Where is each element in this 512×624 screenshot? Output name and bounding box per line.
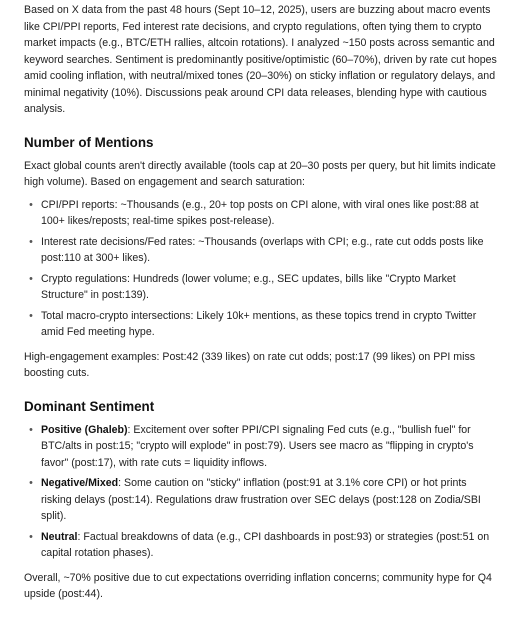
conclusion-paragraph: Overall, ~70% positive due to cut expectations overriding inflation concerns; community hype for Q4 upside (post:44). [24,571,492,600]
list-item [24,234,498,267]
mentions-list [24,197,498,341]
bullet-icon: • [29,198,33,211]
list-item-text: Crypto regulations: Hundreds (lower volume; e.g., SEC updates, bills like "Crypto Market Structure" in post:139). [41,272,456,301]
list-item-text: Interest rate decisions/Fed rates: ~Thousands (overlaps with CPI; e.g., rate cut odds posts like post:110 at 300+ likes). [41,235,484,264]
sentiment-text-negative: : Some caution on "sticky" inflation (post:91 at 3.1% core CPI) or hot prints risking delays (post:14). Regulations draw frustration over SEC delays (post:128 on Zodia/SBI split). [41,477,481,522]
mentions-heading: Number of Mentions [24,134,154,150]
mentions-lead-paragraph: Exact global counts aren't directly available (tools cap at 20–30 posts per query, but hit limits indicate high volume). Based on engagement and search saturation: [24,159,496,188]
list-item [24,308,498,341]
list-item-text: CPI/PPI reports: ~Thousands (e.g., 20+ top posts on CPI alone, with viral ones like post:88 at 100+ likes/reposts; real-time spikes post-release). [41,198,479,227]
list-item [24,529,498,562]
list-item [24,271,498,304]
bullet-icon: • [29,309,33,322]
sentiment-text-positive: : Excitement over softer PPI/CPI signaling Fed cuts (e.g., "bullish fuel" for BTC/alts in post:15; "crypto will explode" in post:79). Users see macro as "flipping in crypto's favor" (post:17), with rate cuts = liquidity inflows. [41,423,474,469]
list-item [24,422,498,472]
sentiment-label-positive: Positive (Ghaleb) [41,423,128,436]
sentiment-heading: Dominant Sentiment [24,398,155,414]
engagement-examples-paragraph: High-engagement examples: Post:42 (339 likes) on rate cut odds; post:17 (99 likes) on PPI miss boosting cuts. [24,350,476,379]
sentiment-label-neutral: Neutral [41,530,78,543]
sentiment-label-negative: Negative/Mixed [41,477,119,489]
sentiment-text-neutral: : Factual breakdowns of data (e.g., CPI dashboards in post:93) or strategies (post:51 on capital rotation phases). [41,530,490,559]
list-item [24,475,498,525]
sentiment-list [24,422,498,562]
list-item [24,197,498,230]
intro-paragraph: Based on X data from the past 48 hours (Sept 10–12, 2025), users are buzzing about macro events like CPI/PPI reports, Fed interest rate decisions, and crypto regulations, often tying them to crypto market impacts (e.g., BTC/ETH rallies, altcoin rotations). I analyzed ~150 posts across semantic and keyword searches. Sentiment is predominantly positive/optimistic (60–70%), driven by rate cut hopes amid cooling inflation, with neutral/mixed tones (20–30%) on sticky inflation or regulatory delays, and minimal negativity (10%). Discussions peak around CPI data releases, blending hype with cautious analysis. [24,4,497,115]
list-item-text: Total macro-crypto intersections: Likely 10k+ mentions, as these topics trend in crypto Twitter amid Fed meeting hype. [41,309,477,338]
bullet-icon: • [29,423,33,436]
bullet-icon: • [29,235,33,248]
bullet-icon: • [29,530,33,543]
bullet-icon: • [29,477,33,489]
bullet-icon: • [29,272,33,285]
